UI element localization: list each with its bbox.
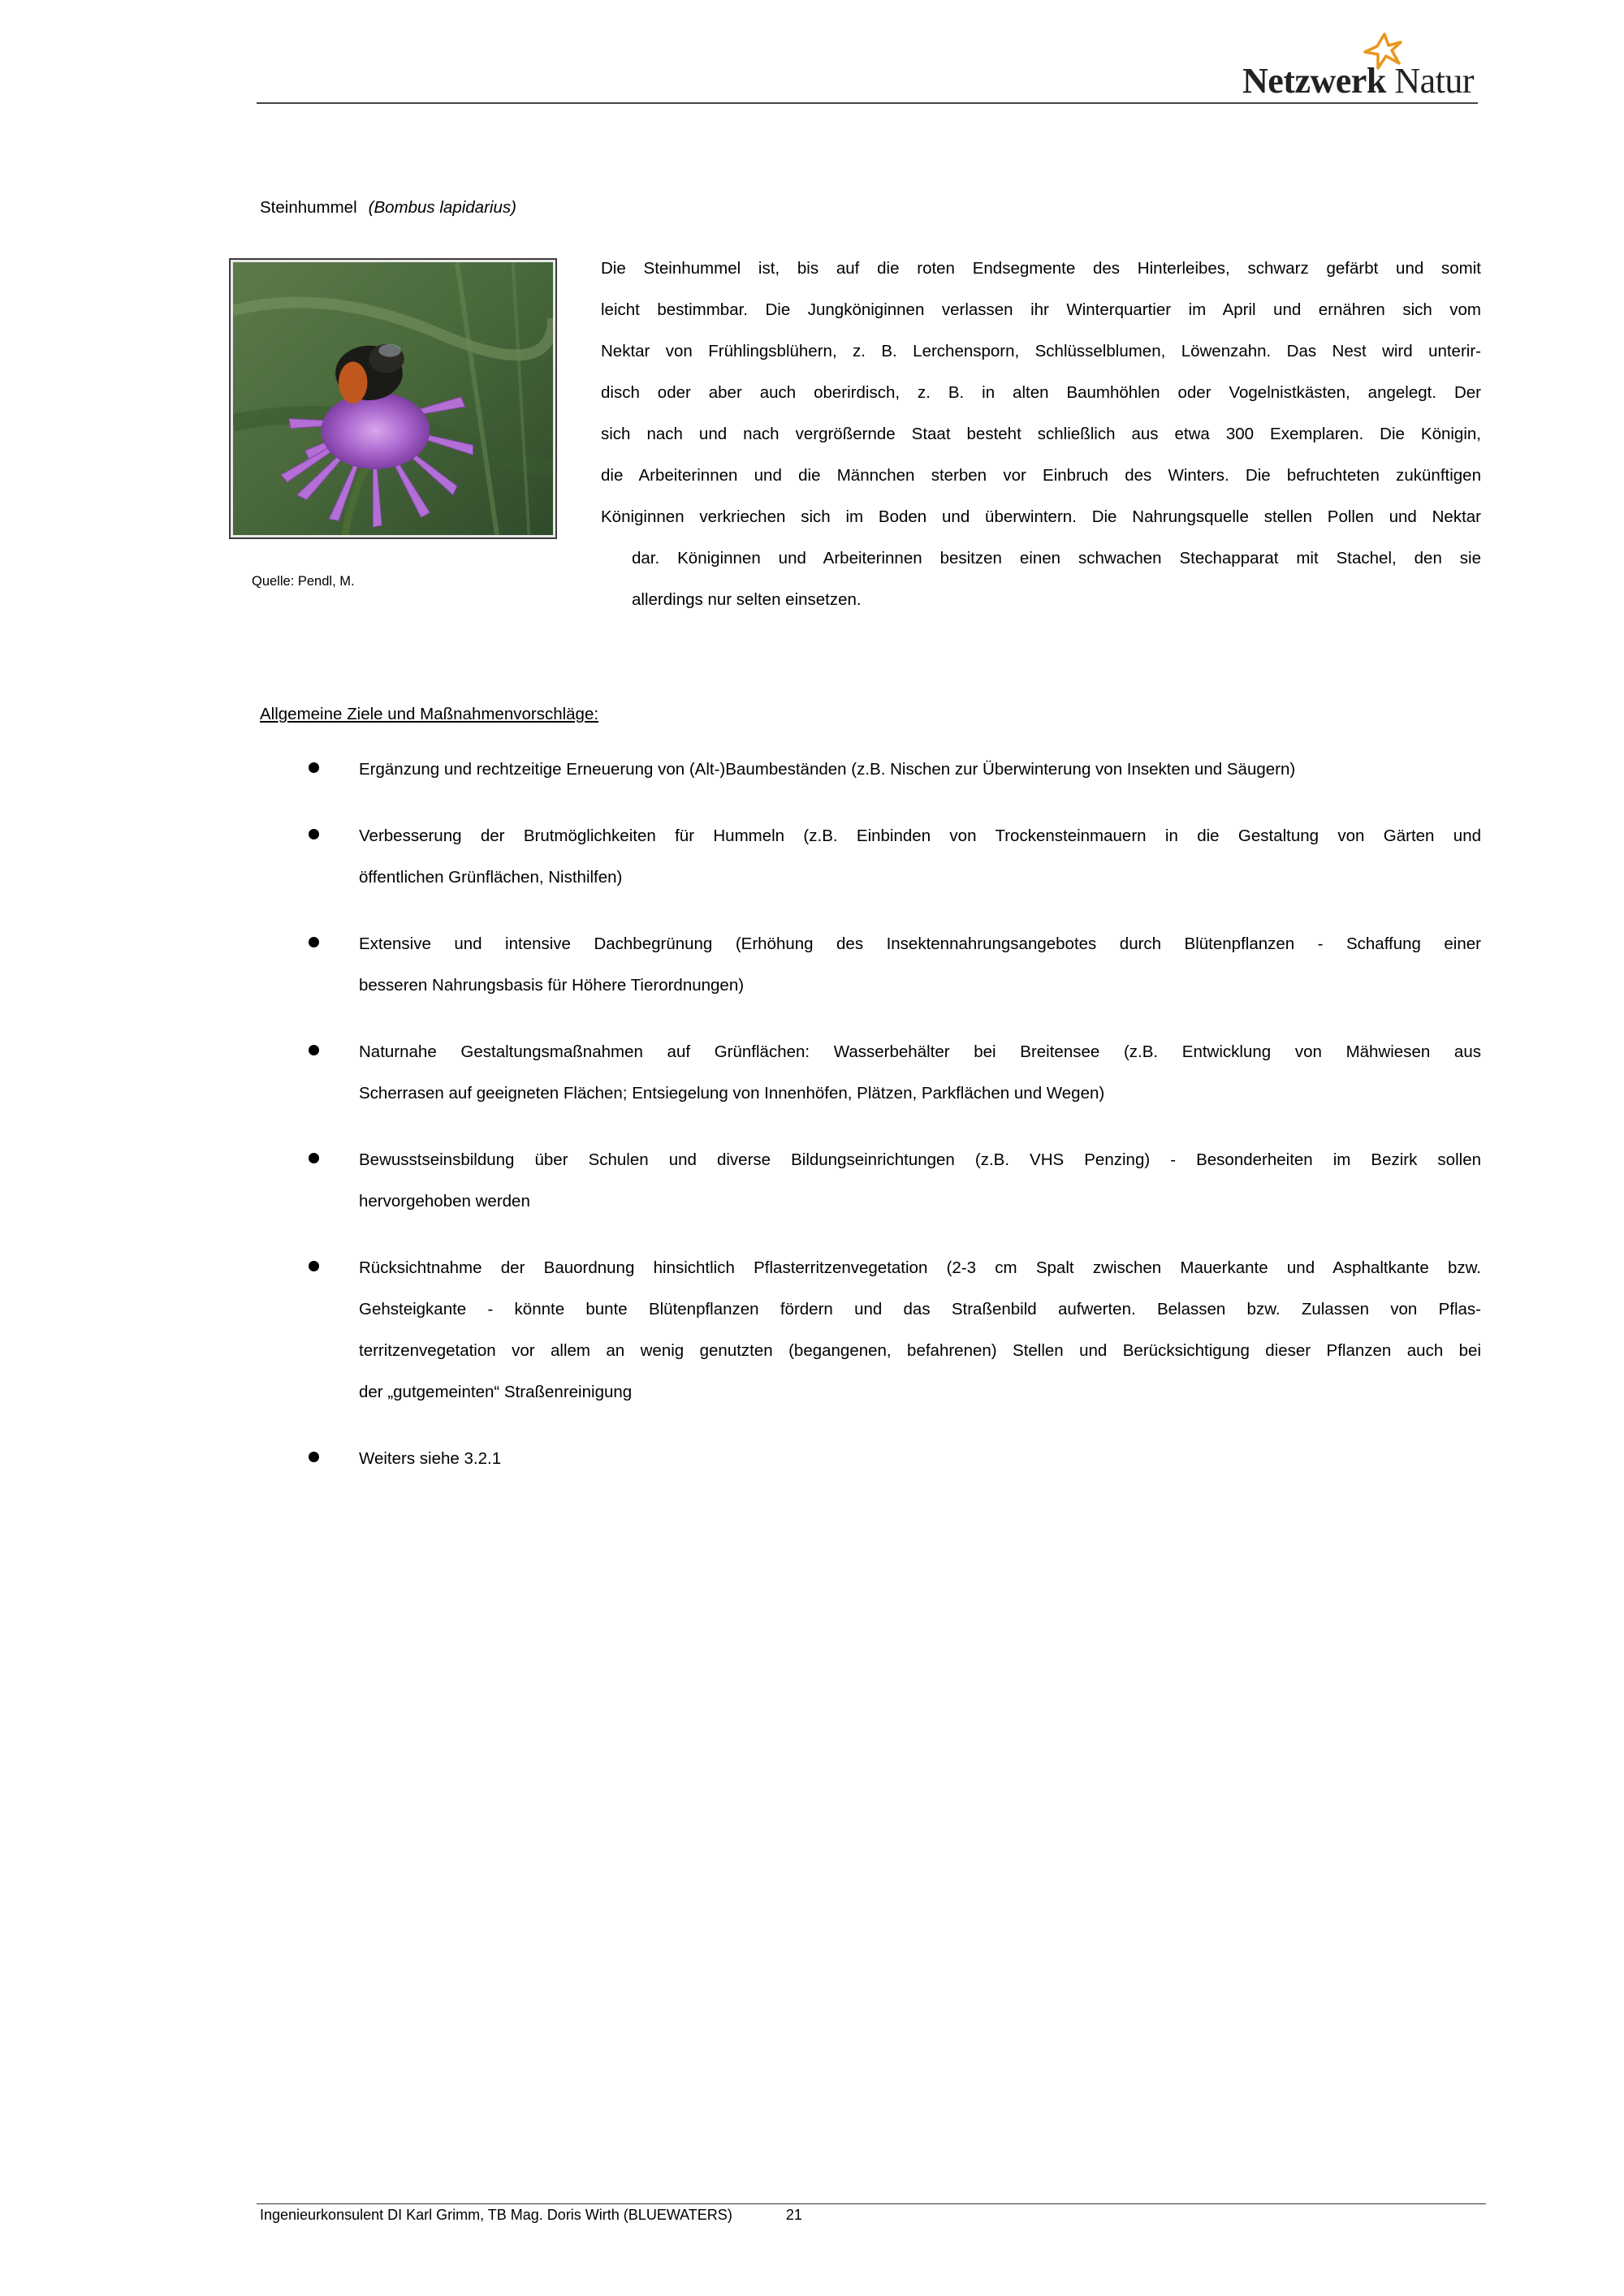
- header-rule: [257, 102, 1478, 104]
- description-line: sich nach und nach vergrößernde Staat besteht schließlich aus etwa 300 Exemplaren. Die Königin,: [601, 425, 1481, 443]
- measure-line: Naturnahe Gestaltungsmaßnahmen auf Grünflächen: Wasserbehälter bei Breitensee (z.B. Entwicklung von Mähwiesen aus: [359, 1042, 1481, 1061]
- bumblebee-photo: [229, 258, 557, 539]
- bumblebee-on-knapweed-image: [233, 262, 553, 535]
- bullet-icon: [309, 829, 319, 839]
- description-line: allerdings nur selten einsetzen.: [632, 590, 862, 609]
- measure-line: der „gutgemeinten“ Straßenreinigung: [359, 1383, 633, 1401]
- footer-authors: Ingenieurkonsulent DI Karl Grimm, TB Mag. Doris Wirth (BLUEWATERS): [260, 2207, 732, 2223]
- measure-line: Ergänzung und rechtzeitige Erneuerung von (Alt-)Baumbeständen (z.B. Nischen zur Überwinterung von Insekten und Säugern): [359, 760, 1296, 779]
- bullet-icon: [309, 1261, 319, 1271]
- measure-line: öffentlichen Grünflächen, Nisthilfen): [359, 868, 623, 887]
- species-description: [601, 255, 1481, 628]
- measure-line: Scherrasen auf geeigneten Flächen; Entsiegelung von Innenhöfen, Plätzen, Parkflächen und Wegen): [359, 1084, 1105, 1103]
- measure-item: [309, 1445, 1481, 1487]
- description-line: leicht bestimmbar. Die Jungköniginnen verlassen ihr Winterquartier im April und ernähren sich vom: [601, 300, 1481, 319]
- bullet-icon: [309, 1045, 319, 1055]
- species-heading: [260, 198, 516, 218]
- description-line: dar. Königinnen und Arbeiterinnen besitzen einen schwachen Stechapparat mit Stachel, den sie: [632, 549, 1481, 568]
- description-line: Nektar von Frühlingsblühern, z. B. Lerchensporn, Schlüsselblumen, Löwenzahn. Das Nest wird unterir-: [601, 342, 1481, 360]
- measure-line: besseren Nahrungsbasis für Höhere Tierordnungen): [359, 976, 745, 995]
- footer-rule: [257, 2203, 1486, 2204]
- measure-line: Rücksichtnahme der Bauordnung hinsichtlich Pflasterritzenvegetation (2-3 cm Spalt zwischen Mauerkante und Asphaltkante bzw.: [359, 1258, 1481, 1277]
- description-line: die Arbeiterinnen und die Männchen sterben vor Einbruch des Winters. Die befruchteten zukünftigen: [601, 466, 1481, 485]
- species-latin-name: (Bombus lapidarius): [368, 198, 516, 217]
- measure-item: [309, 1146, 1481, 1229]
- measure-item: [309, 930, 1481, 1013]
- description-line: disch oder aber auch oberirdisch, z. B. in alten Baumhöhlen oder Vogelnistkästen, angelegt. Der: [601, 383, 1481, 402]
- description-line: Die Steinhummel ist, bis auf die roten Endsegmente des Hinterleibes, schwarz gefärbt und somit: [601, 259, 1481, 278]
- measure-item: [309, 1038, 1481, 1121]
- bullet-icon: [309, 1452, 319, 1462]
- measure-line: hervorgehoben werden: [359, 1192, 530, 1211]
- measure-item: [309, 822, 1481, 905]
- measure-item: [309, 1254, 1481, 1420]
- netzwerk-natur-logo: [1206, 32, 1474, 101]
- measure-line: Weiters siehe 3.2.1: [359, 1449, 502, 1468]
- page-footer: [260, 2207, 802, 2224]
- measure-line: Bewusstseinsbildung über Schulen und diverse Bildungseinrichtungen (z.B. VHS Penzing) - Besonderheiten im Bezirk sollen: [359, 1150, 1481, 1169]
- measure-line: Gehsteigkante - könnte bunte Blütenpflanzen fördern und das Straßenbild aufwerten. Belassen bzw. Zulassen von Pflas-: [359, 1300, 1481, 1318]
- photo-source-caption: Quelle: Pendl, M.: [252, 574, 355, 589]
- measure-line: territzenvegetation vor allem an wenig genutzten (begangenen, befahrenen) Stellen und Berücksichtigung dieser Pflanzen auch bei: [359, 1341, 1481, 1360]
- bullet-icon: [309, 762, 319, 773]
- bullet-icon: [309, 1153, 319, 1163]
- measure-item: [309, 756, 1481, 797]
- measure-line: Extensive und intensive Dachbegrünung (Erhöhung des Insektennahrungsangebotes durch Blütenpflanzen - Schaffung einer: [359, 934, 1481, 953]
- logo-wordmark: Netzwerk Natur: [1242, 61, 1474, 101]
- page-number: 21: [785, 2207, 802, 2223]
- species-common-name: Steinhummel: [260, 198, 357, 217]
- bullet-icon: [309, 937, 319, 947]
- measure-line: Verbesserung der Brutmöglichkeiten für Hummeln (z.B. Einbinden von Trockensteinmauern in die Gestaltung von Gärten und: [359, 826, 1481, 845]
- measures-heading: Allgemeine Ziele und Maßnahmenvorschläge:: [260, 705, 599, 723]
- description-line: Königinnen verkriechen sich im Boden und überwintern. Die Nahrungsquelle stellen Pollen und Nektar: [601, 507, 1481, 526]
